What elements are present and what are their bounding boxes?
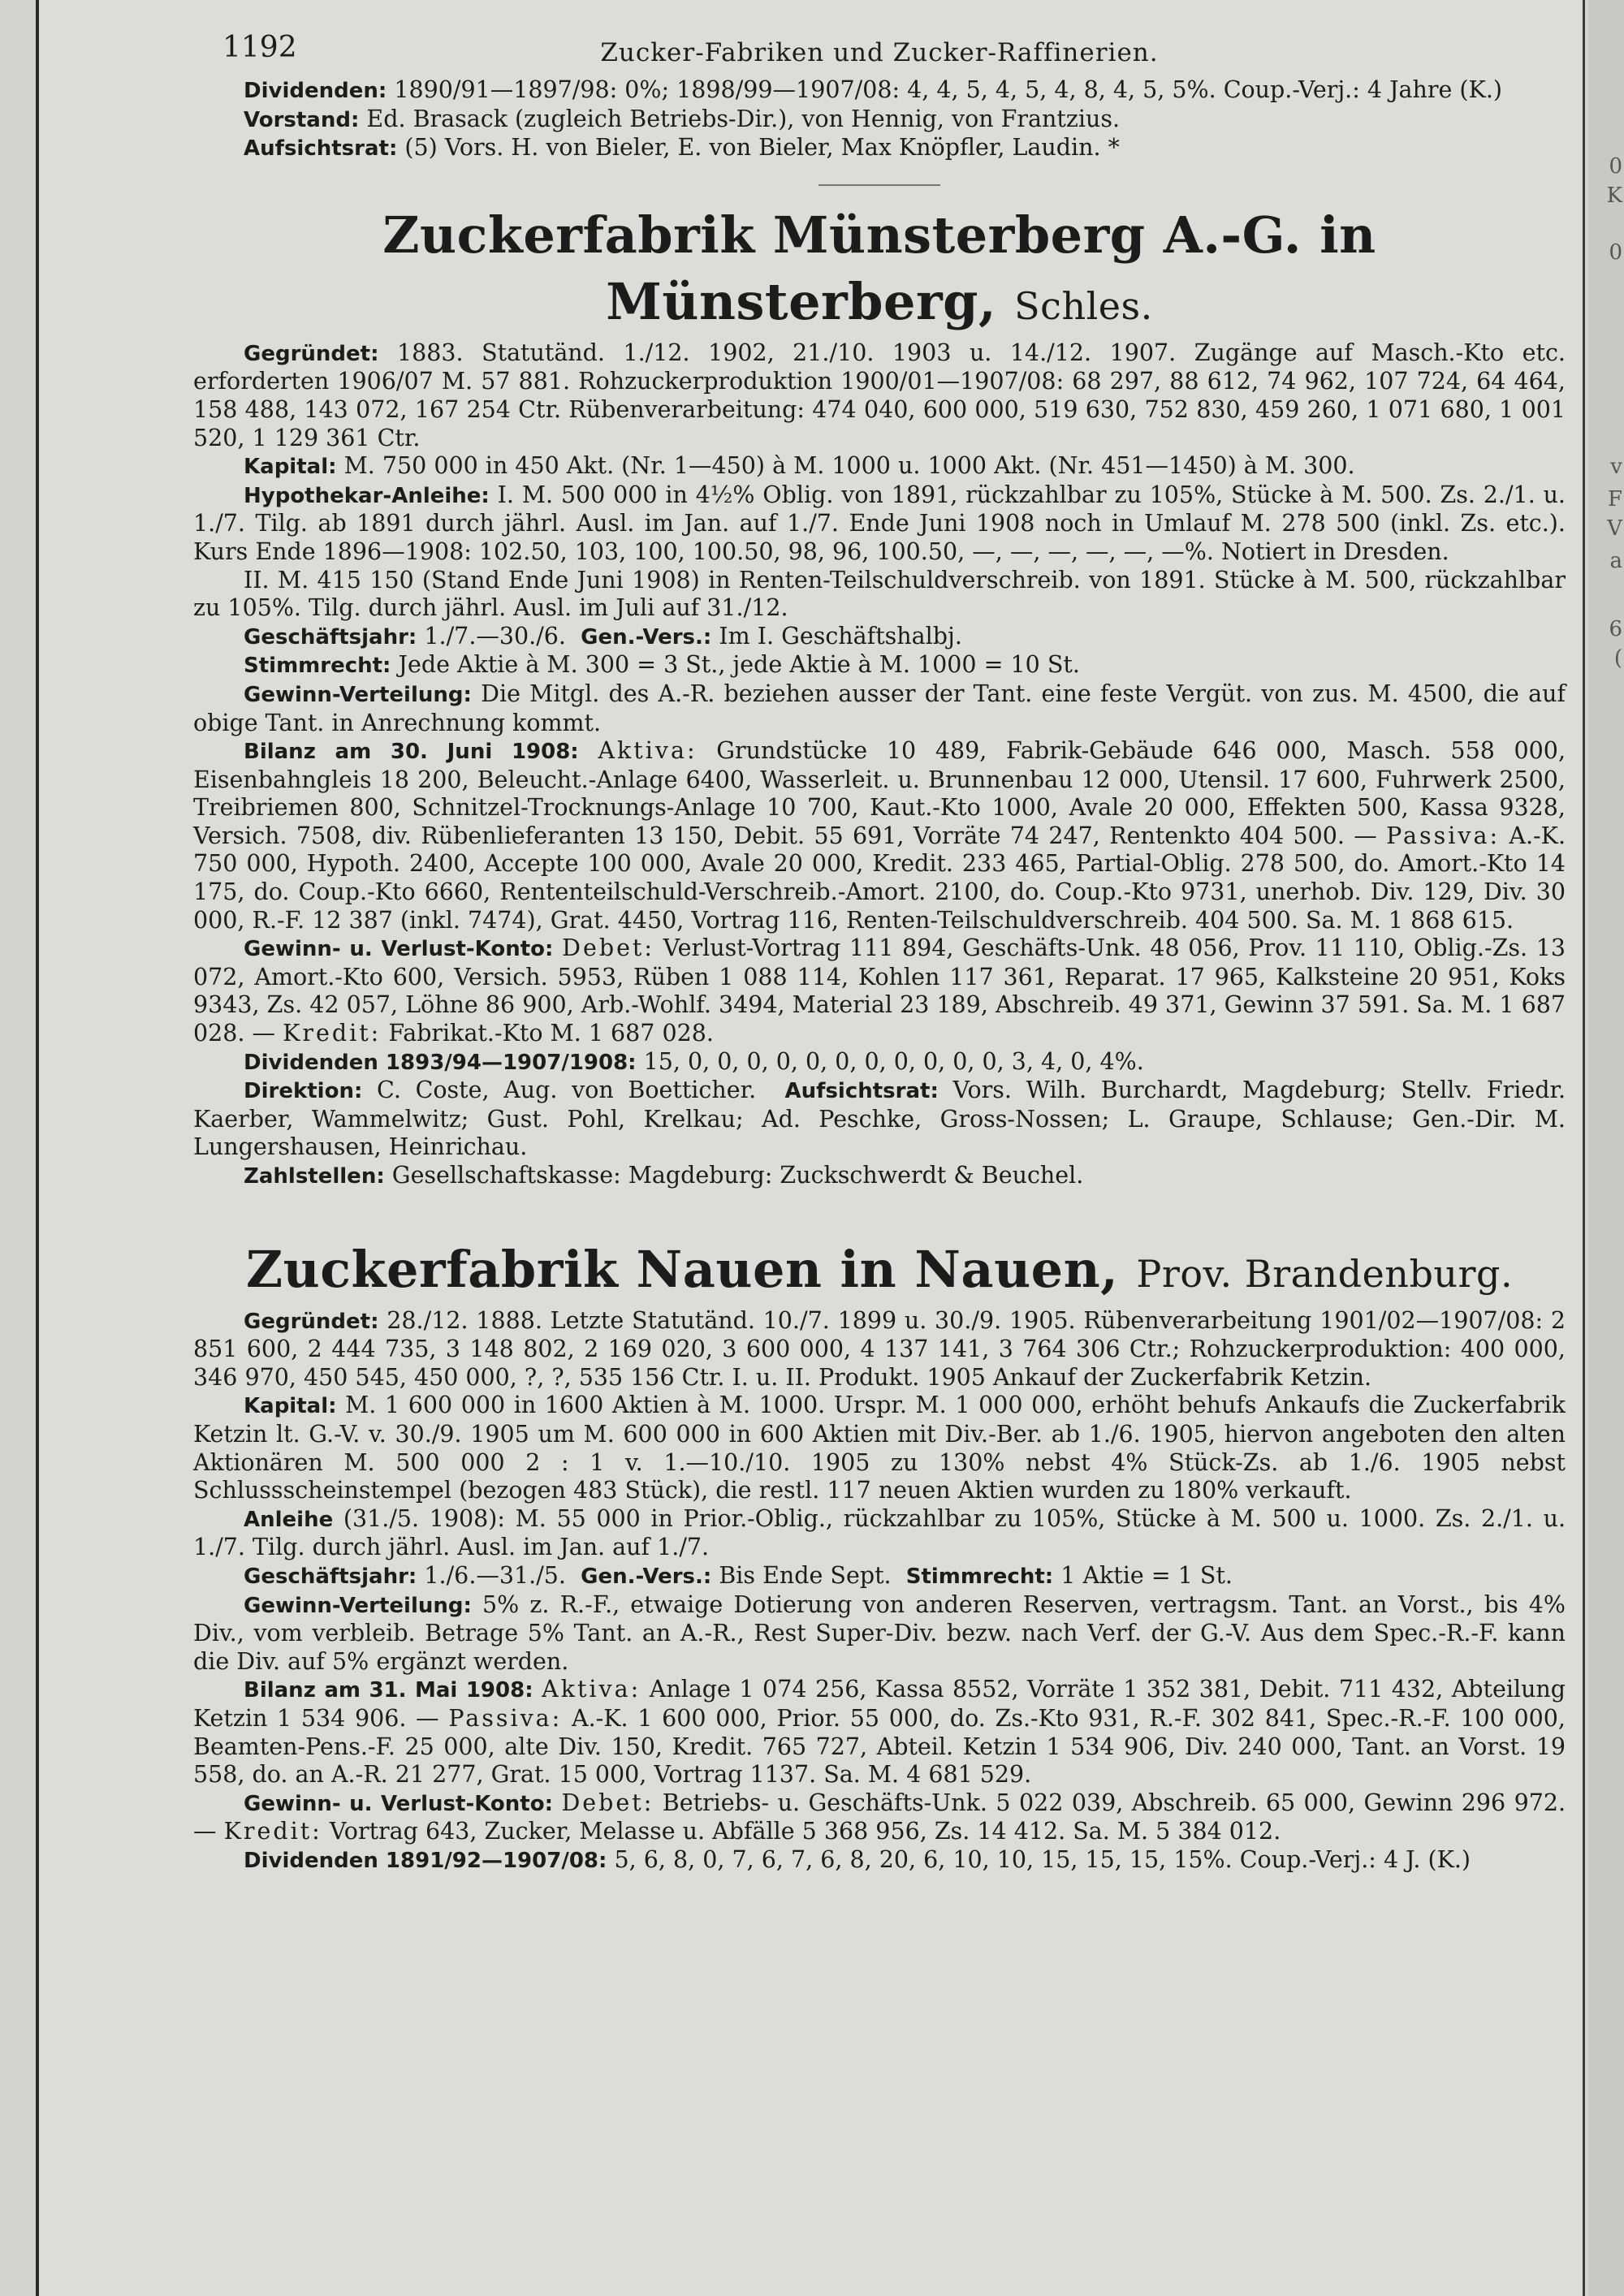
company-entry-muensterberg	[193, 202, 1566, 1191]
stimmrecht-paragraph: Stimmrecht: Jede Aktie à M. 300 = 3 St., jede Aktie à M. 1000 = 10 St.	[244, 651, 1080, 679]
dividenden-paragraph: Dividenden 1893/94—1907/1908: 15, 0, 0, 0, 0, 0, 0, 0, 0, 0, 0, 0, 3, 4, 0, 4%.	[244, 1047, 1144, 1075]
direktion-paragraph: Direktion: C. Coste, Aug. von Boetticher. Aufsichtsrat: Vors. Wilh. Burchardt, Magdeburg; Stellv. Friedr. Kaerber, Wammelwitz; Gust. Pohl, Krelkau; Ad. Peschke, Gross-Nossen; L. Graupe, Schlause; Gen.-Dir. M. Lungershausen, Heinrichau.	[193, 1077, 1566, 1161]
carryover-entry	[193, 76, 1566, 163]
kapital-paragraph: Kapital: M. 1 600 000 in 1600 Aktien à M. 1000. Urspr. M. 1 000 000, erhöht behufs Ankaufs die Zuckerfabrik Ketzin lt. G.-V. v. 30./9. 1905 um M. 600 000 in 600 Aktien mit Div.-Ber. ab 1./6. 1905, hiervon angeboten den alten Aktionären M. 500 000 2 : 1 v. 1.—10./10. 1905 zu 130% nebst 4% Stück-Zs. ab 1./6. 1905 nebst Schlussscheinstempel (bezogen 483 Stück), die restl. 117 neuen Aktien wurden zu 180% verkauft.	[193, 1392, 1566, 1504]
edge-fragment: F	[1607, 487, 1622, 511]
separator-rule	[818, 184, 940, 186]
gegruendet-paragraph: Gegründet: 28./12. 1888. Letzte Statutänd. 10./7. 1899 u. 30./9. 1905. Rübenverarbeitung 1901/02—1907/08: 2 851 600, 2 444 735, 3 148 802, 2 169 020, 3 600 000, 4 137 141, 3 764 306 Ctr.; Rohzuckerproduktion: 400 000, 346 970, 450 545, 450 000, ?, ?, 535 156 Ctr. I. u. II. Produkt. 1905 Ankauf der Zuckerfabrik Ketzin.	[193, 1306, 1566, 1391]
edge-fragment: V	[1607, 516, 1622, 541]
adjacent-page-strip	[1588, 0, 1624, 2296]
geschaeftsjahr-paragraph: Geschäftsjahr: 1./6.—31./5. Gen.-Vers.: Bis Ende Sept. Stimmrecht: 1 Aktie = 1 St.	[244, 1561, 1233, 1589]
text-column	[193, 24, 1566, 1875]
hypothek-ii-paragraph: II. M. 415 150 (Stand Ende Juni 1908) in Renten-Teilschuldverschreib. von 1891. Stücke à M. 500, rückzahlbar zu 105%. Tilg. durch jährl. Ausl. im Juli auf 31./12.	[193, 566, 1566, 622]
page-number: 1192	[222, 31, 297, 64]
gewinnverteilung-paragraph: Gewinn-Verteilung: Die Mitgl. des A.-R. beziehen ausser der Tant. eine feste Vergüt. von zus. M. 4500, die auf obige Tant. in Anrechnung kommt.	[193, 680, 1566, 736]
edge-fragment: 0	[1609, 154, 1622, 179]
page-header	[193, 24, 1566, 73]
carryover-dividenden: Dividenden: 1890/91—1897/98: 0%; 1898/99—1907/08: 4, 4, 5, 4, 5, 4, 8, 4, 5, 5%. Coup.-Verj.: 4 Jahre (K.)	[244, 76, 1503, 103]
guv-paragraph: Gewinn- u. Verlust-Konto: Debet: Betriebs- u. Geschäfts-Unk. 5 022 039, Abschreib. 65 000, Gewinn 296 972. — Kredit: Vortrag 643, Zucker, Melasse u. Abfälle 5 368 956, Zs. 14 412. Sa. M. 5 384 012.	[193, 1789, 1566, 1845]
hypothek-paragraph: Hypothekar-Anleihe: I. M. 500 000 in 4½% Oblig. von 1891, rückzahlbar zu 105%, Stücke à M. 500. Zs. 2./1. u. 1./7. Tilg. ab 1891 durch jährl. Ausl. im Jan. auf 1./7. Ende Juni 1908 noch in Umlauf M. 278 500 (inkl. Zs. etc.). Kurs Ende 1896—1908: 102.50, 103, 100, 100.50, 98, 96, 100.50, —, —, —, —, —, —%. Notiert in Dresden.	[193, 481, 1566, 565]
guv-paragraph: Gewinn- u. Verlust-Konto: Debet: Verlust-Vortrag 111 894, Geschäfts-Unk. 48 056, Prov. 11 110, Oblig.-Zs. 13 072, Amort.-Kto 600, Versich. 5953, Rüben 1 088 114, Kohlen 117 361, Reparat. 17 965, Kalksteine 20 951, Koks 9343, Zs. 42 057, Löhne 86 900, Arb.-Wohlf. 3494, Material 23 189, Abschreib. 49 371, Gewinn 37 591. Sa. M. 1 687 028. — Kredit: Fabrikat.-Kto M. 1 687 028.	[193, 934, 1566, 1047]
edge-fragment: a	[1609, 549, 1622, 573]
running-title: Zucker-Fabriken und Zucker-Raffinerien.	[600, 38, 1159, 67]
company-title: Zuckerfabrik Münsterberg A.-G. in Münsterberg, Schles.	[382, 205, 1376, 331]
bilanz-paragraph: Bilanz am 31. Mai 1908: Aktiva: Anlage 1 074 256, Kassa 8552, Vorräte 1 352 381, Debit. 711 432, Abteilung Ketzin 1 534 906. — Passiva: A.-K. 1 600 000, Prior. 55 000, do. Zs.-Kto 931, R.-F. 302 841, Spec.-R.-F. 100 000, Beamten-Pens.-F. 25 000, alte Div. 150, Kredit. 765 727, Abteil. Ketzin 1 534 906, Div. 240 000, Tant. an Vorst. 19 558, do. an A.-R. 21 277, Grat. 15 000, Vortrag 1137. Sa. M. 4 681 529.	[193, 1676, 1566, 1789]
anleihe-paragraph: Anleihe (31./5. 1908): M. 55 000 in Prior.-Oblig., rückzahlbar zu 105%, Stücke à M. 500 u. 1000. Zs. 2./1. u. 1./7. Tilg. durch jährl. Ausl. im Jan. auf 1./7.	[193, 1504, 1566, 1561]
edge-fragment: 6	[1609, 617, 1622, 641]
document-page	[36, 0, 1585, 2296]
geschaeftsjahr-paragraph: Geschäftsjahr: 1./7.—30./6. Gen.-Vers.: Im I. Geschäftshalbj.	[244, 622, 962, 650]
bilanz-paragraph: Bilanz am 30. Juni 1908: Aktiva: Grundstücke 10 489, Fabrik-Gebäude 646 000, Masch. 558 000, Eisenbahngleis 18 200, Beleucht.-Anlage 6400, Wasserleit. u. Brunnenbau 12 000, Utensil. 17 600, Fuhrwerk 2500, Treibriemen 800, Schnitzel-Trocknungs-Anlage 10 700, Kaut.-Kto 1000, Avale 20 000, Effekten 500, Kassa 9328, Versich. 7508, div. Rübenlieferanten 13 150, Debit. 55 691, Vorräte 74 247, Rentenkto 404 500. — Passiva: A.-K. 750 000, Hypoth. 2400, Accepte 100 000, Avale 20 000, Kredit. 233 465, Partial-Oblig. 278 500, do. Amort.-Kto 14 175, do. Coup.-Kto 6660, Rententeilschuld-Verschreib.-Amort. 2100, do. Coup.-Kto 9731, unerhob. Div. 129, Div. 30 000, R.-F. 12 387 (inkl. 7474), Grat. 4450, Vortrag 116, Renten-Teilschuldverschreib. 404 500. Sa. M. 1 868 615.	[193, 737, 1566, 934]
dividenden-paragraph: Dividenden 1891/92—1907/08: 5, 6, 8, 0, 7, 6, 7, 6, 8, 20, 6, 10, 10, 15, 15, 15, 15%. Coup.-Verj.: 4 J. (K.)	[244, 1845, 1471, 1873]
carryover-vorstand: Vorstand: Ed. Brasack (zugleich Betriebs-Dir.), von Hennig, von Frantzius.	[244, 105, 1121, 132]
edge-fragment: v	[1610, 455, 1622, 479]
gegruendet-paragraph: Gegründet: 1883. Statutänd. 1./12. 1902, 21./10. 1903 u. 14./12. 1907. Zugänge auf Masch.-Kto etc. erforderten 1906/07 M. 57 881. Rohzuckerproduktion 1900/01—1907/08: 68 297, 88 612, 74 962, 107 724, 64 464, 158 488, 143 072, 167 254 Ctr. Rübenverarbeitung: 474 040, 600 000, 519 630, 752 830, 459 260, 1 071 680, 1 001 520, 1 129 361 Ctr.	[193, 339, 1566, 451]
kapital-paragraph: Kapital: M. 750 000 in 450 Akt. (Nr. 1—450) à M. 1000 u. 1000 Akt. (Nr. 451—1450) à M. 300.	[244, 452, 1355, 480]
company-entry-nauen	[193, 1236, 1566, 1875]
zahlstellen-paragraph: Zahlstellen: Gesellschaftskasse: Magdeburg: Zuckschwerdt & Beuchel.	[244, 1162, 1084, 1189]
carryover-aufsichtsrat: Aufsichtsrat: (5) Vors. H. von Bieler, E. von Bieler, Max Knöpfler, Laudin. *	[244, 134, 1120, 162]
edge-fragment: (	[1613, 646, 1622, 671]
company-title: Zuckerfabrik Nauen in Nauen, Prov. Brandenburg.	[245, 1239, 1514, 1299]
gewinnverteilung-paragraph: Gewinn-Verteilung: 5% z. R.-F., etwaige Dotierung von anderen Reserven, vertragsm. Tant. an Vorst., bis 4% Div., vom verbleib. Betrage 5% Tant. an A.-R., Rest Super-Div. bezw. nach Verf. der G.-V. Aus dem Spec.-R.-F. kann die Div. auf 5% ergänzt werden.	[193, 1590, 1566, 1675]
edge-fragment: 0	[1609, 240, 1622, 265]
edge-fragment: K	[1606, 183, 1622, 208]
